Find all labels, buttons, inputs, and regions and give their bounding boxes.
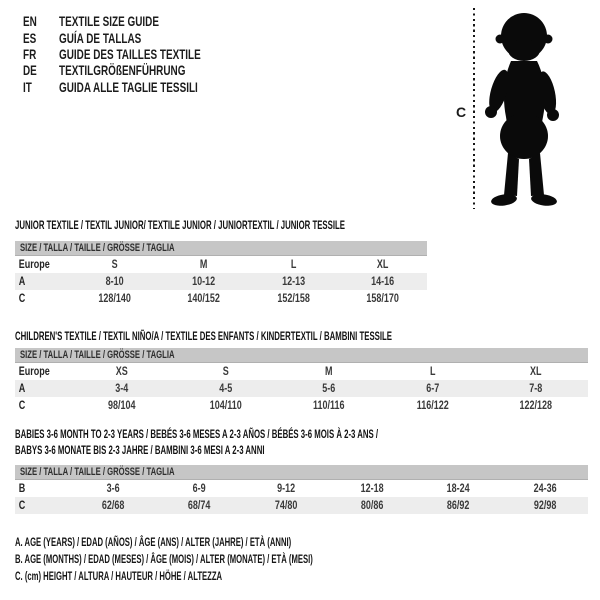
language-list: [23, 13, 259, 95]
size-cell: 10-12: [192, 274, 216, 288]
table-title-line: CHILDREN'S TEXTILE / TEXTIL NIÑO/A / TEXTILE DES ENFANTS / KINDERTEXTIL / BAMBINI TESSILE: [15, 329, 393, 343]
size-header-bar: [15, 241, 427, 256]
size-cell: 4-5: [218, 381, 232, 395]
table-row: [15, 290, 427, 307]
size-cell: 6-9: [192, 481, 206, 495]
table-title-line: BABIES 3-6 MONTH TO 2-3 YEARS / BEBÉS 3-6 MESES A 2-3 AÑOS / BÉBÉS 3-6 MOIS À 2-3 ANS /: [15, 427, 379, 441]
size-cell: 74/80: [274, 498, 298, 512]
size-cell: 158/170: [366, 291, 399, 305]
size-cell: 8-10: [105, 274, 124, 288]
size-cell: 104/110: [209, 398, 242, 412]
language-code: IT: [23, 78, 32, 95]
size-cell: 122/128: [519, 398, 553, 412]
babies-size-table: [15, 465, 588, 514]
row-label: C: [18, 291, 26, 305]
size-cell: 68/74: [188, 498, 211, 512]
row-label: Europe: [18, 257, 50, 271]
language-title: GUIDA ALLE TAGLIE TESSILI: [59, 78, 198, 95]
size-cell: M: [325, 364, 333, 378]
babies-table-title: [15, 426, 588, 458]
size-cell: 14-16: [370, 274, 394, 288]
row-label: B: [18, 481, 26, 495]
language-row: [23, 46, 259, 62]
size-cell: 3-6: [106, 481, 120, 495]
size-cell: 12-18: [360, 481, 384, 495]
language-title: GUÍA DE TALLAS: [59, 29, 142, 46]
language-title: GUIDE DES TAILLES TEXTILE: [59, 45, 201, 62]
table-row: [15, 497, 588, 514]
size-cell: M: [200, 257, 208, 271]
size-header-bar: [15, 465, 588, 480]
footnote-line: B. AGE (MONTHS) / EDAD (MESES) / ÂGE (MOIS) / ALTER (MONATE) / ETÀ (MESI): [15, 552, 313, 567]
size-cell: 152/158: [276, 291, 310, 305]
language-code: DE: [23, 62, 37, 79]
language-row: [23, 29, 259, 45]
height-dotted-line: [473, 8, 475, 209]
table-row: [15, 363, 588, 380]
size-cell: S: [222, 364, 229, 378]
row-label: C: [18, 398, 26, 412]
size-cell: 140/152: [187, 291, 221, 305]
language-code: FR: [23, 45, 37, 62]
size-cell: XS: [115, 364, 128, 378]
language-code: ES: [23, 29, 37, 46]
size-cell: 5-6: [322, 381, 336, 395]
row-label: Europe: [18, 364, 50, 378]
size-cell: L: [290, 257, 296, 271]
size-cell: L: [429, 364, 436, 378]
size-cell: S: [111, 257, 118, 271]
height-reference-label: C: [456, 104, 467, 120]
size-header-text: SIZE / TALLA / TAILLE / GRÖSSE / TAGLIA: [20, 466, 175, 478]
size-cell: XL: [376, 257, 389, 271]
language-row: [23, 79, 259, 95]
size-cell: 18-24: [446, 481, 470, 495]
children-textile-section: [15, 328, 588, 412]
size-header-bar: [15, 348, 588, 363]
table-row: [15, 273, 427, 290]
table-title-line: JUNIOR TEXTILE / TEXTIL JUNIOR/ TEXTILE JUNIOR / JUNIORTEXTIL / JUNIOR TESSILE: [15, 218, 345, 232]
size-cell: XL: [530, 364, 542, 378]
children-table-title: [15, 328, 588, 344]
size-header-text: SIZE / TALLA / TAILLE / GRÖSSE / TAGLIA: [20, 349, 175, 361]
size-cell: 9-12: [276, 481, 295, 495]
table-row: [15, 256, 427, 273]
table-row: [15, 397, 588, 414]
table-title-line: BABYS 3-6 MONATE BIS 2-3 JAHRE / BAMBINI 3-6 MESI A 2-3 ANNI: [15, 443, 265, 457]
size-cell: 116/122: [416, 398, 449, 412]
language-code: EN: [23, 13, 37, 30]
table-row: [15, 380, 588, 397]
footnote-line: C. (cm) HEIGHT / ALTURA / HAUTEUR / HÖHE / ALTEZZA: [15, 569, 223, 584]
language-title: TEXTILGRÖßENFÜHRUNG: [59, 62, 186, 79]
size-cell: 92/98: [533, 498, 557, 512]
language-title: TEXTILE SIZE GUIDE: [59, 13, 159, 30]
footnote-line: A. AGE (YEARS) / EDAD (AÑOS) / ÂGE (ANS) / ALTER (JAHRE) / ETÀ (ANNI): [15, 535, 292, 549]
junior-textile-section: [15, 217, 427, 305]
children-size-table: [15, 348, 588, 414]
size-cell: 128/140: [98, 291, 131, 305]
size-cell: 80/86: [360, 498, 384, 512]
size-header-text: SIZE / TALLA / TAILLE / GRÖSSE / TAGLIA: [20, 242, 175, 254]
size-cell: 7-8: [529, 381, 543, 395]
language-row: [23, 13, 259, 29]
row-label: A: [18, 274, 26, 288]
language-row: [23, 62, 259, 78]
table-row: [15, 480, 588, 497]
row-label: A: [18, 381, 26, 395]
size-cell: 3-4: [115, 381, 129, 395]
size-cell: 24-36: [533, 481, 557, 495]
size-cell: 6-7: [426, 381, 440, 395]
baby-silhouette-icon: [481, 9, 569, 209]
footnotes: [15, 534, 480, 586]
size-cell: 62/68: [101, 498, 125, 512]
size-cell: 12-13: [281, 274, 305, 288]
size-cell: 98/104: [108, 398, 136, 412]
row-label: C: [18, 498, 26, 512]
junior-size-table: [15, 241, 427, 307]
size-cell: 86/92: [447, 498, 470, 512]
babies-textile-section: [15, 426, 588, 512]
size-cell: 110/116: [313, 398, 345, 412]
junior-table-title: [15, 217, 427, 233]
